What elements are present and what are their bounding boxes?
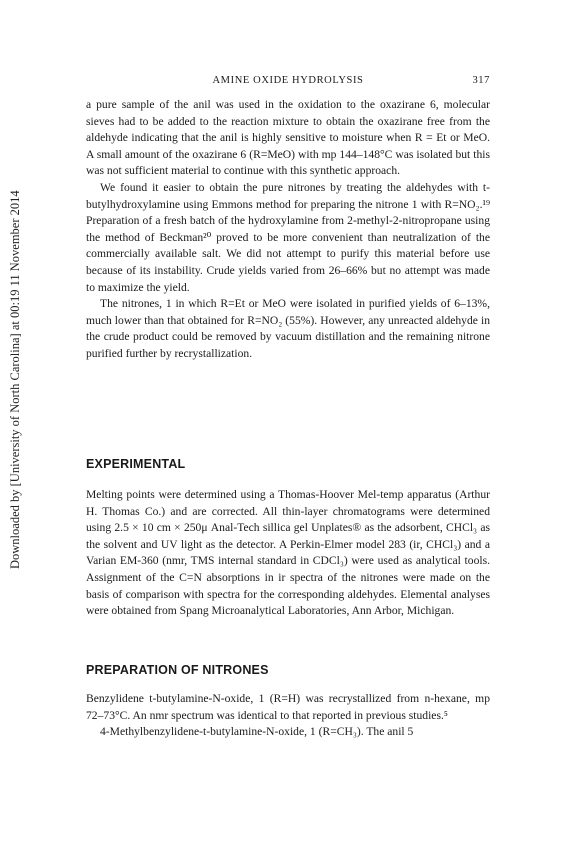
running-header [86, 75, 490, 91]
download-watermark: Downloaded by [University of North Carolina] at 00:19 11 November 2014 [8, 190, 22, 570]
paragraph: We found it easier to obtain the pure nitrones by treating the aldehydes with t-butylhydroxylamine using Emmons method for preparing the nitrone 1 with R=NO₂.¹⁹ Preparation of a fresh batch of the hydroxylamine from 2-methyl-2-nitropropane using the method of Beckman²⁰ proved to be more convenient than neutralization of the commercially available salt. We did not attempt to purify this material before use because of its instability. Crude yields varied from 26–66% but no attempt was made to maximize the yield. [86, 180, 490, 294]
running-title: AMINE OXIDE HYDROLYSIS [212, 75, 364, 86]
paragraph: 4-Methylbenzylidene-t-butylamine-N-oxide, 1 (R=CH₃). The anil 5 [100, 725, 414, 739]
section-heading-preparation: PREPARATION OF NITRONES [86, 663, 269, 677]
section-heading-experimental: EXPERIMENTAL [86, 457, 186, 471]
paragraph: The nitrones, 1 in which R=Et or MeO were isolated in purified yields of 6–13%, much lower than that obtained for R=NO₂ (55%). However, any unreacted aldehyde in the crude product could be removed by vacuum distillation and the remaining nitrone purified further by recrystallization. [86, 297, 490, 360]
page-number: 317 [472, 75, 490, 86]
preparation-section [86, 691, 490, 741]
paragraph: a pure sample of the anil was used in the oxidation to the oxazirane 6, molecular sieves had to be added to the reaction mixture to obtain the oxazirane free from the aldehyde indicating that the anil is highly sensitive to moisture when R = Et or MeO. A small amount of the oxazirane 6 (R=MeO) with mp 144–148°C was isolated but this was not sufficient material to continue with this synthetic approach. [86, 98, 490, 178]
paragraph: Melting points were determined using a Thomas-Hoover Mel-temp apparatus (Arthur H. Thomas Co.) and are corrected. All thin-layer chromatograms were determined using 2.5 × 10 cm × 250μ Anal-Tech sillica gel Unplates® as the adsorbent, CHCl₃ as the solvent and UV light as the detector. A Perkin-Elmer model 283 (ir, CHCl₃) and a Varian EM-360 (nmr, TMS internal standard in CDCl₃) were used as analytical tools. Assignment of the C=N absorptions in ir spectra of the nitrones were made on the basis of comparison with spectra for the corresponding aldehydes. Elemental analyses were obtained from Spang Microanalytical Laboratories, Ann Arbor, Michigan. [86, 488, 490, 618]
paragraph: Benzylidene t-butylamine-N-oxide, 1 (R=H) was recrystallized from n-hexane, mp 72–73°C. An nmr spectrum was identical to that reported in previous studies.⁵ [86, 692, 490, 722]
experimental-section [86, 487, 490, 620]
intro-section [86, 97, 490, 363]
